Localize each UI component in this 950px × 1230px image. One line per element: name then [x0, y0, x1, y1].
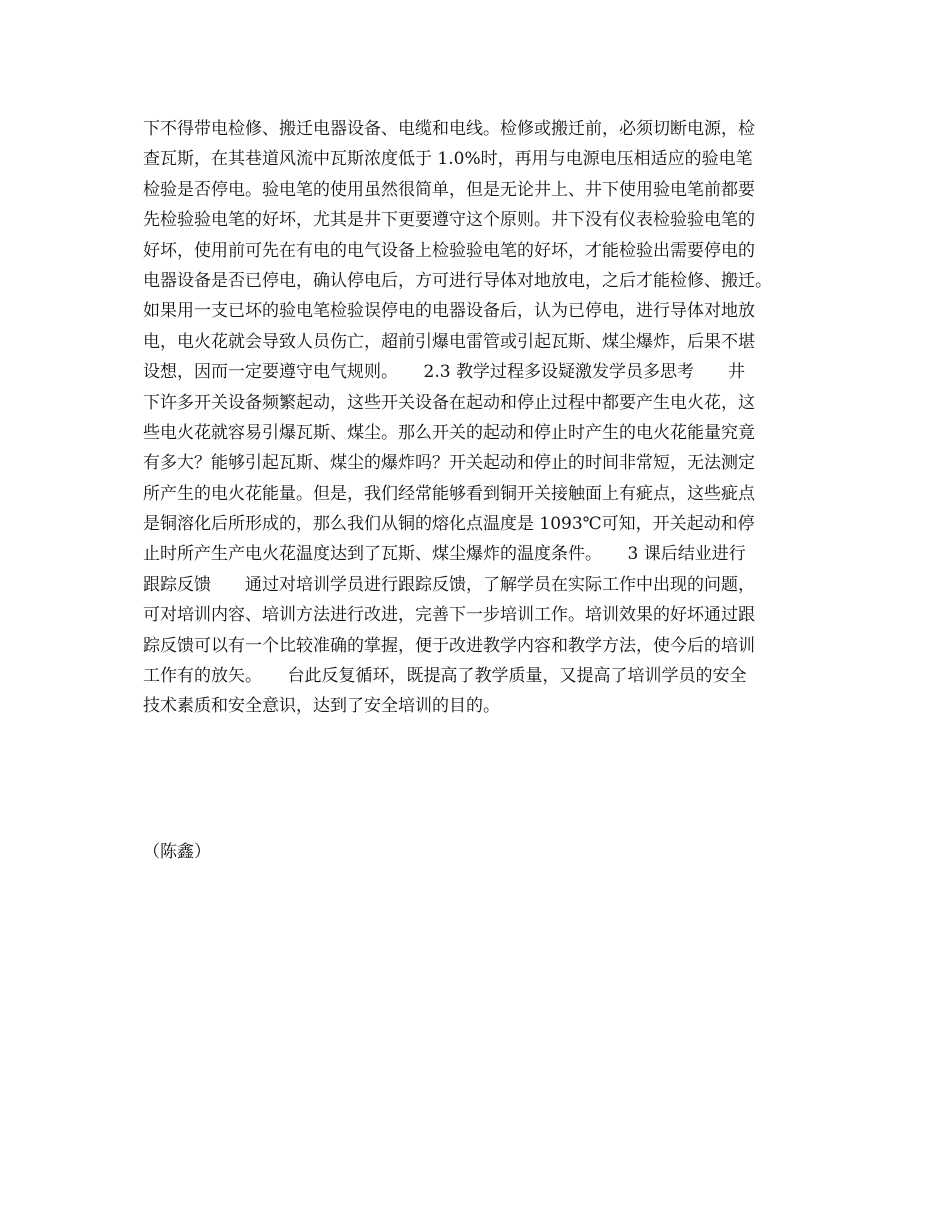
text-line: 检验是否停电。验电笔的使用虽然很简单，但是无论井上、井下使用验电笔前都要 — [143, 179, 755, 200]
text-line: 好坏，使用前可先在有电的电气设备上检验验电笔的好坏，才能检验出需要停电的 — [143, 240, 755, 261]
text-line: 是铜溶化后所形成的，那么我们从铜的熔化点温度是 1093℃可知，开关起动和停 — [143, 514, 755, 535]
text-line: 止时所产生产电火花温度达到了瓦斯、煤尘爆炸的温度条件。 3 课后结业进行 — [143, 544, 746, 565]
text-line: 有多大？能够引起瓦斯、煤尘的爆炸吗？开关起动和停止的时间非常短，无法测定 — [143, 453, 755, 474]
text-line: 如果用一支已坏的验电笔检验误停电的电器设备后，认为已停电，进行导体对地放 — [143, 301, 755, 322]
text-line: 技术素质和安全意识，达到了安全培训的目的。 — [143, 696, 500, 717]
text-line: 设想，因而一定要遵守电气规则。 2.3 教学过程多设疑激发学员多思考 井 — [143, 362, 745, 383]
text-line: 下不得带电检修、搬迁电器设备、电缆和电线。检修或搬迁前，必须切断电源，检 — [143, 119, 755, 139]
text-line: 电，电火花就会导致人员伤亡，超前引爆电雷管或引起瓦斯、煤尘爆炸，后果不堪 — [143, 331, 755, 352]
text-line: 些电火花就容易引爆瓦斯、煤尘。那么开关的起动和停止时产生的电火花能量究竟 — [143, 422, 755, 443]
text-line: 电器设备是否已停电，确认停电后，方可进行导体对地放电，之后才能检修、搬迁。 — [143, 270, 772, 291]
body-text — [143, 114, 833, 722]
text-line: 先检验验电笔的好坏，尤其是井下更要遵守这个原则。井下没有仪表检验验电笔的 — [143, 210, 755, 231]
text-line: 查瓦斯，在其巷道风流中瓦斯浓度低于 1.0%时，再用与电源电压相适应的验电笔 — [143, 149, 753, 170]
text-line: 可对培训内容、培训方法进行改进，完善下一步培训工作。培训效果的好坏通过跟 — [143, 605, 755, 626]
text-line: 下许多开关设备频繁起动，这些开关设备在起动和停止过程中都要产生电火花，这 — [143, 392, 755, 413]
text-line: 所产生的电火花能量。但是，我们经常能够看到铜开关接触面上有疵点，这些疵点 — [143, 483, 755, 504]
text-line: 工作有的放矢。 台此反复循环，既提高了教学质量，又提高了培训学员的安全 — [143, 666, 747, 687]
text-line: 跟踪反馈 通过对培训学员进行跟踪反馈，了解学员在实际工作中出现的问题， — [143, 574, 755, 595]
text-line: 踪反馈可以有一个比较准确的掌握，便于改进教学内容和教学方法，使今后的培训 — [143, 635, 755, 656]
author-signature: （陈鑫） — [143, 842, 211, 862]
